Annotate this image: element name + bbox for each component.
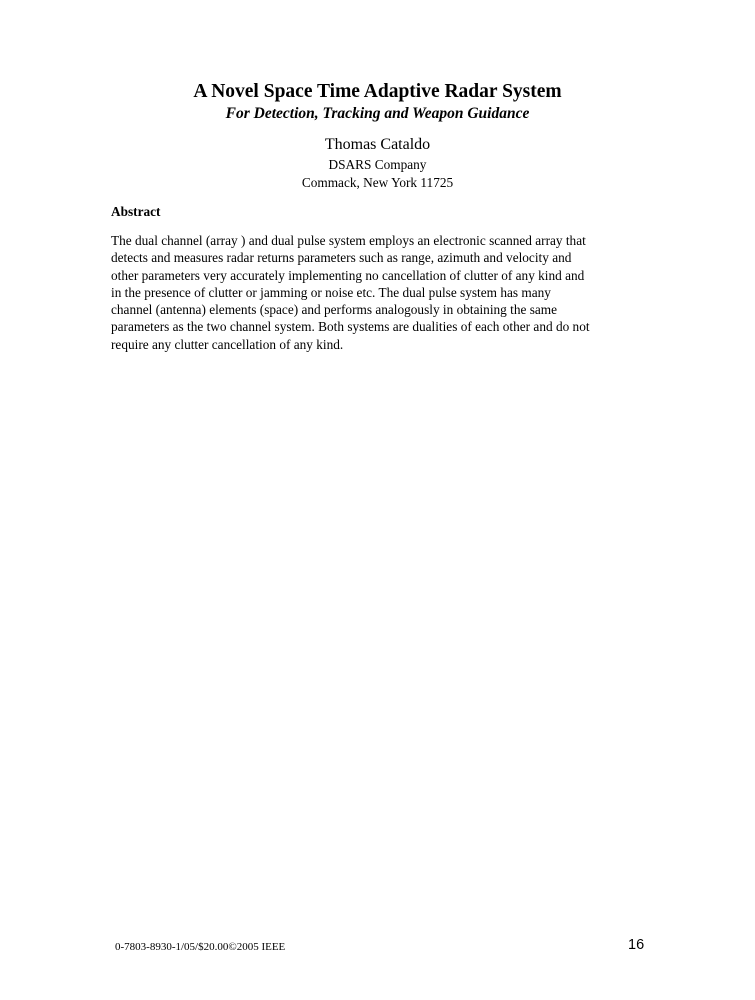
paper-title: A Novel Space Time Adaptive Radar System xyxy=(193,81,562,102)
author-affiliation-company: DSARS Company xyxy=(328,157,427,172)
author-affiliation-address: Commack, New York 11725 xyxy=(301,175,454,190)
abstract-line: other parameters very accurately implementing no cancellation of clutter of any kind and xyxy=(111,267,585,283)
abstract-body xyxy=(111,232,651,353)
author-name: Thomas Cataldo xyxy=(324,136,431,153)
abstract-line: detects and measures radar returns parameters such as range, azimuth and velocity and xyxy=(111,250,572,266)
abstract-heading: Abstract xyxy=(111,204,161,219)
paper-subtitle: For Detection, Tracking and Weapon Guidance xyxy=(225,105,530,122)
abstract-line: require any clutter cancellation of any kind. xyxy=(111,336,344,352)
page-number: 16 xyxy=(628,937,645,953)
copyright-notice: 0-7803-8930-1/05/$20.00©2005 IEEE xyxy=(115,941,286,953)
abstract-line: parameters as the two channel system. Both systems are dualities of each other and do not xyxy=(111,319,590,335)
abstract-line: channel (antenna) elements (space) and performs analogously in obtaining the same xyxy=(111,302,558,318)
abstract-line: The dual channel (array ) and dual pulse system employs an electronic scanned array that xyxy=(111,233,586,248)
abstract-line: in the presence of clutter or jamming or noise etc. The dual pulse system has many xyxy=(111,284,551,300)
